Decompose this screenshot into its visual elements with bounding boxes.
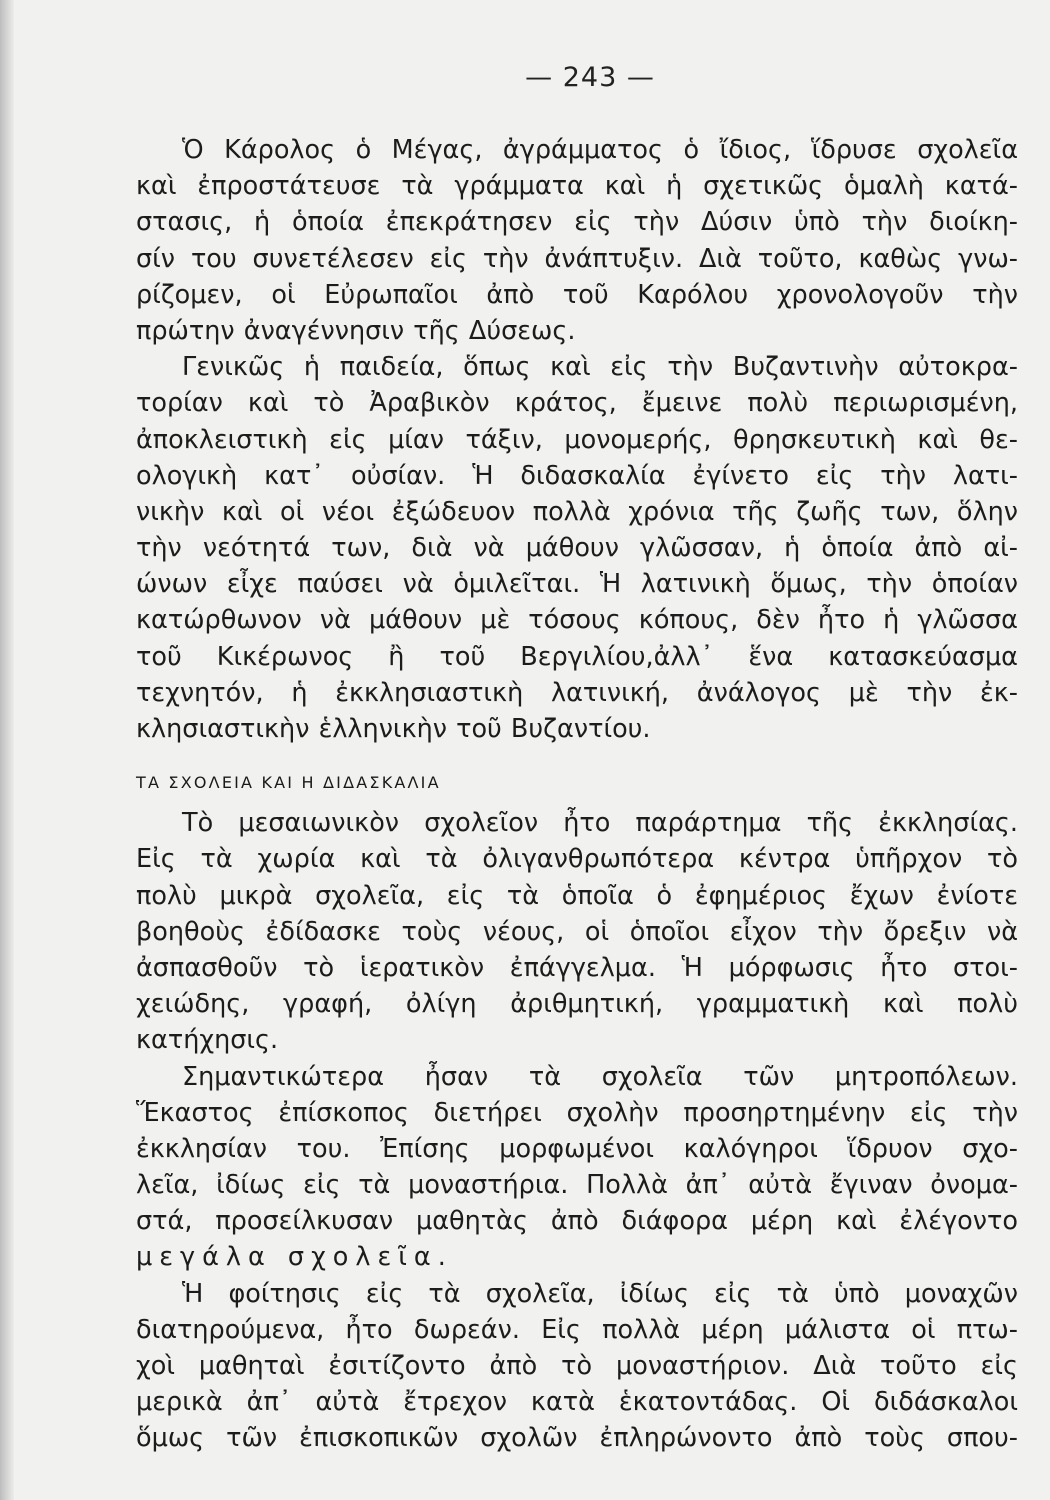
text-line: Γενικῶς ἡ παιδεία, ὅπως καὶ εἰς τὴν Βυζαντινὴν αὐτοκρα- — [182, 352, 1018, 383]
text-line: βοηθοὺς ἐδίδασκε τοὺς νέους, οἱ ὁποῖοι εἶχον τὴν ὄρεξιν νὰ — [136, 916, 1018, 947]
text-line: ἀποκλειστικὴ εἰς μίαν τάξιν, μονομερής, θρησκευτικὴ καὶ θε- — [136, 424, 1018, 455]
text-line: νικὴν καὶ οἱ νέοι ἐξώδευον πολλὰ χρόνια τῆς ζωῆς των, ὅλην — [136, 496, 1018, 527]
text-line-emphasis: μεγάλα σχολεῖα. — [136, 1242, 453, 1273]
text-line: Σημαντικώτερα ἦσαν τὰ σχολεῖα τῶν μητροπόλεων. — [182, 1061, 1018, 1092]
text-line: καὶ ἐπροστάτευσε τὰ γράμματα καὶ ἡ σχετικῶς ὁμαλὴ κατά- — [136, 171, 1018, 202]
text-line: χοὶ μαθηταὶ ἐσιτίζοντο ἀπὸ τὸ μοναστήριον. Διὰ τοῦτο εἰς — [136, 1351, 1018, 1381]
text-line: ρίζομεν, οἱ Εὐρωπαῖοι ἀπὸ τοῦ Καρόλου χρονολογοῦν τὴν — [136, 279, 1018, 310]
section-schools — [136, 805, 1018, 1456]
text-line: Ἕκαστος ἐπίσκοπος διετήρει σχολὴν προσηρτημένην εἰς τὴν — [136, 1097, 1018, 1128]
page-binding-shadow — [0, 0, 14, 1500]
section-heading: ΤΑ ΣΧΟΛΕΙΑ ΚΑΙ Η ΔΙΔΑΣΚΑΛΙΑ — [136, 773, 441, 793]
text-line: πρώτην ἀναγέννησιν τῆς Δύσεως. — [136, 315, 576, 346]
text-line: πολὺ μικρὰ σχολεῖα, εἰς τὰ ὁποῖα ὁ ἐφημέριος ἔχων ἐνίοτε — [136, 880, 1018, 911]
text-line: λεῖα, ἰδίως εἰς τὰ μοναστήρια. Πολλὰ ἀπ᾽ αὐτὰ ἔγιναν ὀνομα- — [136, 1170, 1018, 1201]
text-line: στασις, ἡ ὁποία ἐπεκράτησεν εἰς τὴν Δύσιν ὑπὸ τὴν διοίκη- — [136, 207, 1018, 238]
text-line: Εἰς τὰ χωρία καὶ τὰ ὀλιγανθρωπότερα κέντρα ὑπῆρχον τὸ — [136, 844, 1018, 875]
text-line: κατώρθωνον νὰ μάθουν μὲ τόσους κόπους, δὲν ἦτο ἡ γλῶσσα — [136, 605, 1018, 636]
text-line: τὴν νεότητά των, διὰ νὰ μάθουν γλῶσσαν, ἡ ὁποία ἀπὸ αἰ- — [136, 533, 1018, 564]
text-line: μερικὰ ἀπ᾽ αὐτὰ ἔτρεχον κατὰ ἑκατοντάδας. Οἱ διδάσκαλοι — [136, 1387, 1018, 1418]
text-line: τοῦ Κικέρωνος ἢ τοῦ Βεργιλίου,ἀλλ᾽ ἕνα κατασκεύασμα — [136, 641, 1018, 672]
text-line: ἐκκλησίαν του. Ἐπίσης μορφωμένοι καλόγηροι ἵδρυον σχο- — [136, 1133, 1018, 1164]
text-line: κλησιαστικὴν ἑλληνικὴν τοῦ Βυζαντίου. — [136, 714, 651, 744]
text-line: ώνων εἶχε παύσει νὰ ὁμιλεῖται. Ἡ λατινικὴ ὅμως, τὴν ὁποίαν — [136, 569, 1018, 600]
text-line: Ὁ Κάρολος ὁ Μέγας, ἀγράμματος ὁ ἴδιος, ἵδρυσε σχολεῖα — [182, 135, 1018, 165]
body-text — [136, 132, 1018, 1457]
text-line: στά, προσείλκυσαν μαθητὰς ἀπὸ διάφορα μέρη καὶ ἐλέγοντο — [136, 1206, 1018, 1237]
text-line: ολογικὴ κατ᾽ οὐσίαν. Ἡ διδασκαλία ἐγίνετο εἰς τὴν λατι- — [136, 460, 1018, 491]
text-line: τορίαν καὶ τὸ Ἀραβικὸν κράτος, ἔμεινε πολὺ περιωρισμένη, — [136, 388, 1018, 419]
text-line: χειώδης, γραφή, ὀλίγη ἀριθμητική, γραμματικὴ καὶ πολὺ — [136, 989, 1018, 1020]
text-line: Τὸ μεσαιωνικὸν σχολεῖον ἦτο παράρτημα τῆς ἐκκλησίας. — [182, 808, 1018, 839]
text-line: ἀσπασθοῦν τὸ ἱερατικὸν ἐπάγγελμα. Ἡ μόρφωσις ἦτο στοι- — [136, 952, 1018, 983]
section-karolos — [136, 132, 1018, 747]
text-line: κατήχησις. — [136, 1025, 279, 1056]
text-line: τεχνητόν, ἡ ἐκκλησιαστικὴ λατινική, ἀνάλογος μὲ τὴν ἐκ- — [136, 677, 1018, 708]
page-number: — 243 — — [525, 62, 655, 93]
text-line: Ἡ φοίτησις εἰς τὰ σχολεῖα, ἰδίως εἰς τὰ ὑπὸ μοναχῶν — [182, 1278, 1018, 1309]
text-line: διατηρούμενα, ἦτο δωρεάν. Εἰς πολλὰ μέρη μάλιστα οἱ πτω- — [136, 1314, 1018, 1345]
text-line: σίν του συνετέλεσεν εἰς τὴν ἀνάπτυξιν. Διὰ τοῦτο, καθὼς γνω- — [136, 243, 1018, 274]
text-line: ὅμως τῶν ἐπισκοπικῶν σχολῶν ἐπληρώνοντο ἀπὸ τοὺς σπου- — [136, 1423, 1018, 1454]
